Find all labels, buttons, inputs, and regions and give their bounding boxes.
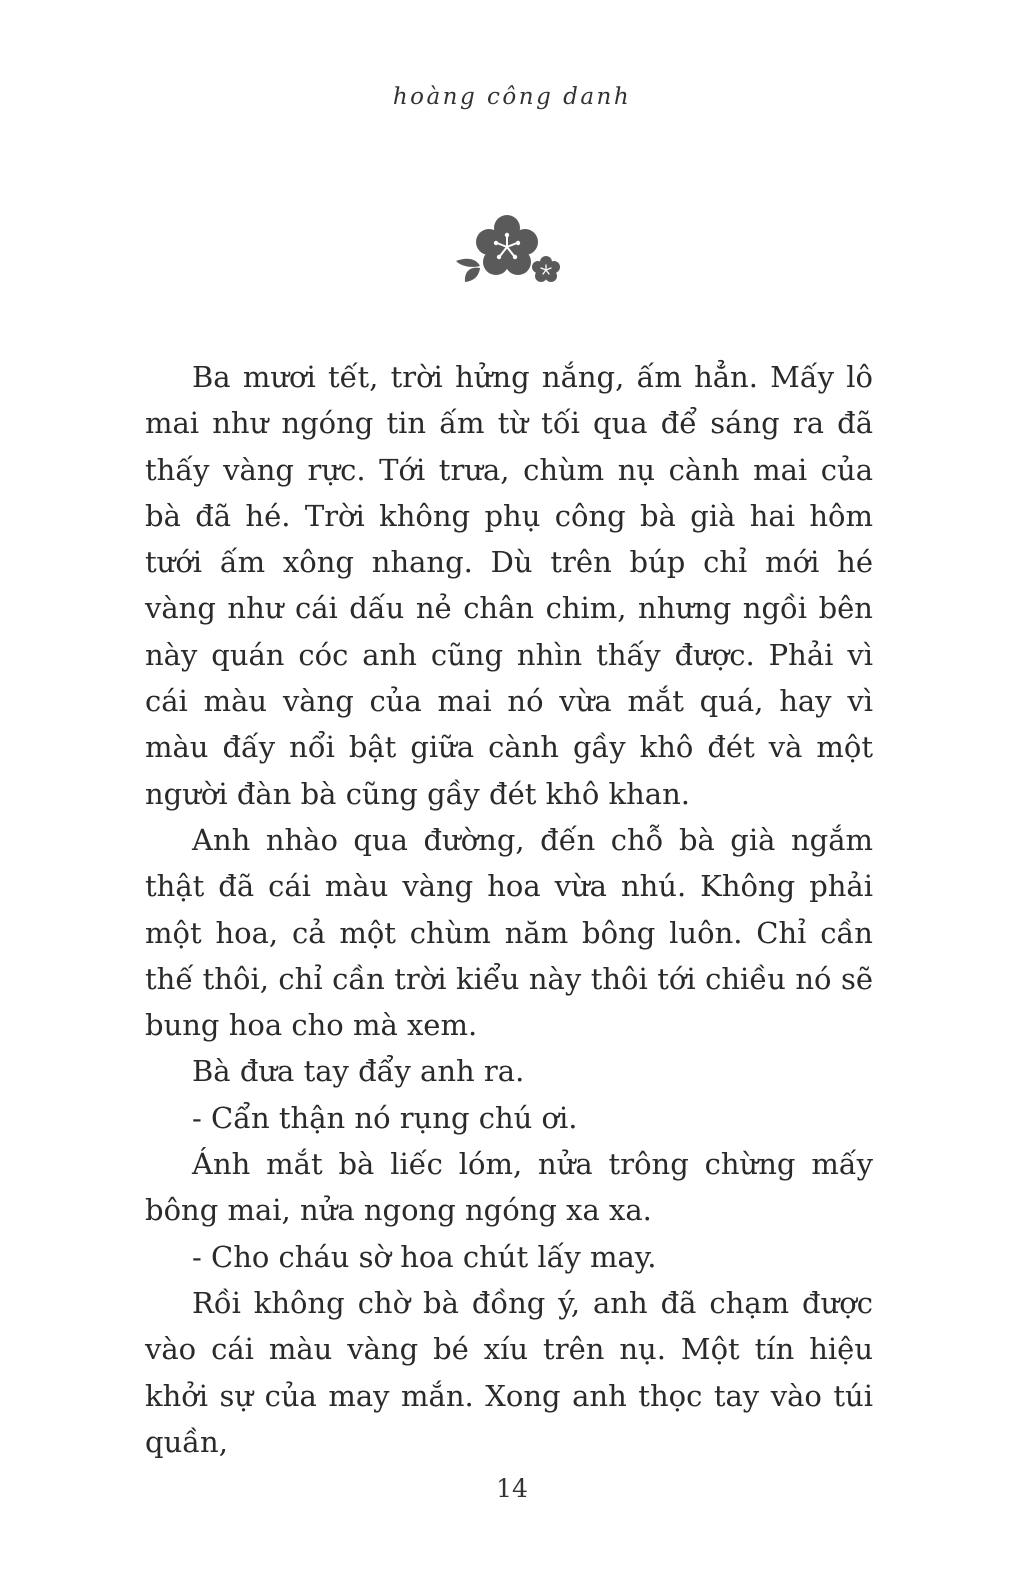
plum-blossom-icon [452,210,574,290]
running-head: hoàng công danh [392,84,632,110]
paragraph: Bà đưa tay đẩy anh ra. [192,1054,525,1089]
paragraph: - Cho cháu sờ hoa chút lấy may. [192,1239,657,1274]
body-text [145,354,873,1465]
paragraph: - Cẩn thận nó rụng chú ơi. [192,1100,578,1135]
paragraph: Rồi không chờ bà đồng ý, anh đã chạm được vào cái màu vàng bé xíu trên nụ. Một tín hiệu khởi sự của may mắn. Xong anh thọc tay vào túi quần, [145,1285,873,1459]
page-number: 14 [496,1474,528,1503]
paragraph: Ba mươi tết, trời hửng nắng, ấm hẳn. Mấy lô mai như ngóng tin ấm từ tối qua để sáng ra đã thấy vàng rực. Tới trưa, chùm nụ cành mai của bà đã hé. Trời không phụ công bà già hai hôm tưới ấm xông nhang. Dù trên búp chỉ mới hé vàng như cái dấu nẻ chân chim, nhưng ngồi bên này quán cóc anh cũng nhìn thấy được. Phải vì cái màu vàng của mai nó vừa mắt quá, hay vì màu đấy nổi bật giữa cành gầy khô đét và một người đàn bà cũng gầy đét khô khan. [145,360,873,811]
paragraph: Ánh mắt bà liếc lóm, nửa trông chừng mấy bông mai, nửa ngong ngóng xa xa. [145,1147,873,1228]
paragraph: Anh nhào qua đường, đến chỗ bà già ngắm thật đã cái màu vàng hoa vừa nhú. Không phải một hoa, cả một chùm năm bông luôn. Chỉ cần thế thôi, chỉ cần trời kiểu này thôi tới chiều nó sẽ bung hoa cho mà xem. [145,822,873,1043]
